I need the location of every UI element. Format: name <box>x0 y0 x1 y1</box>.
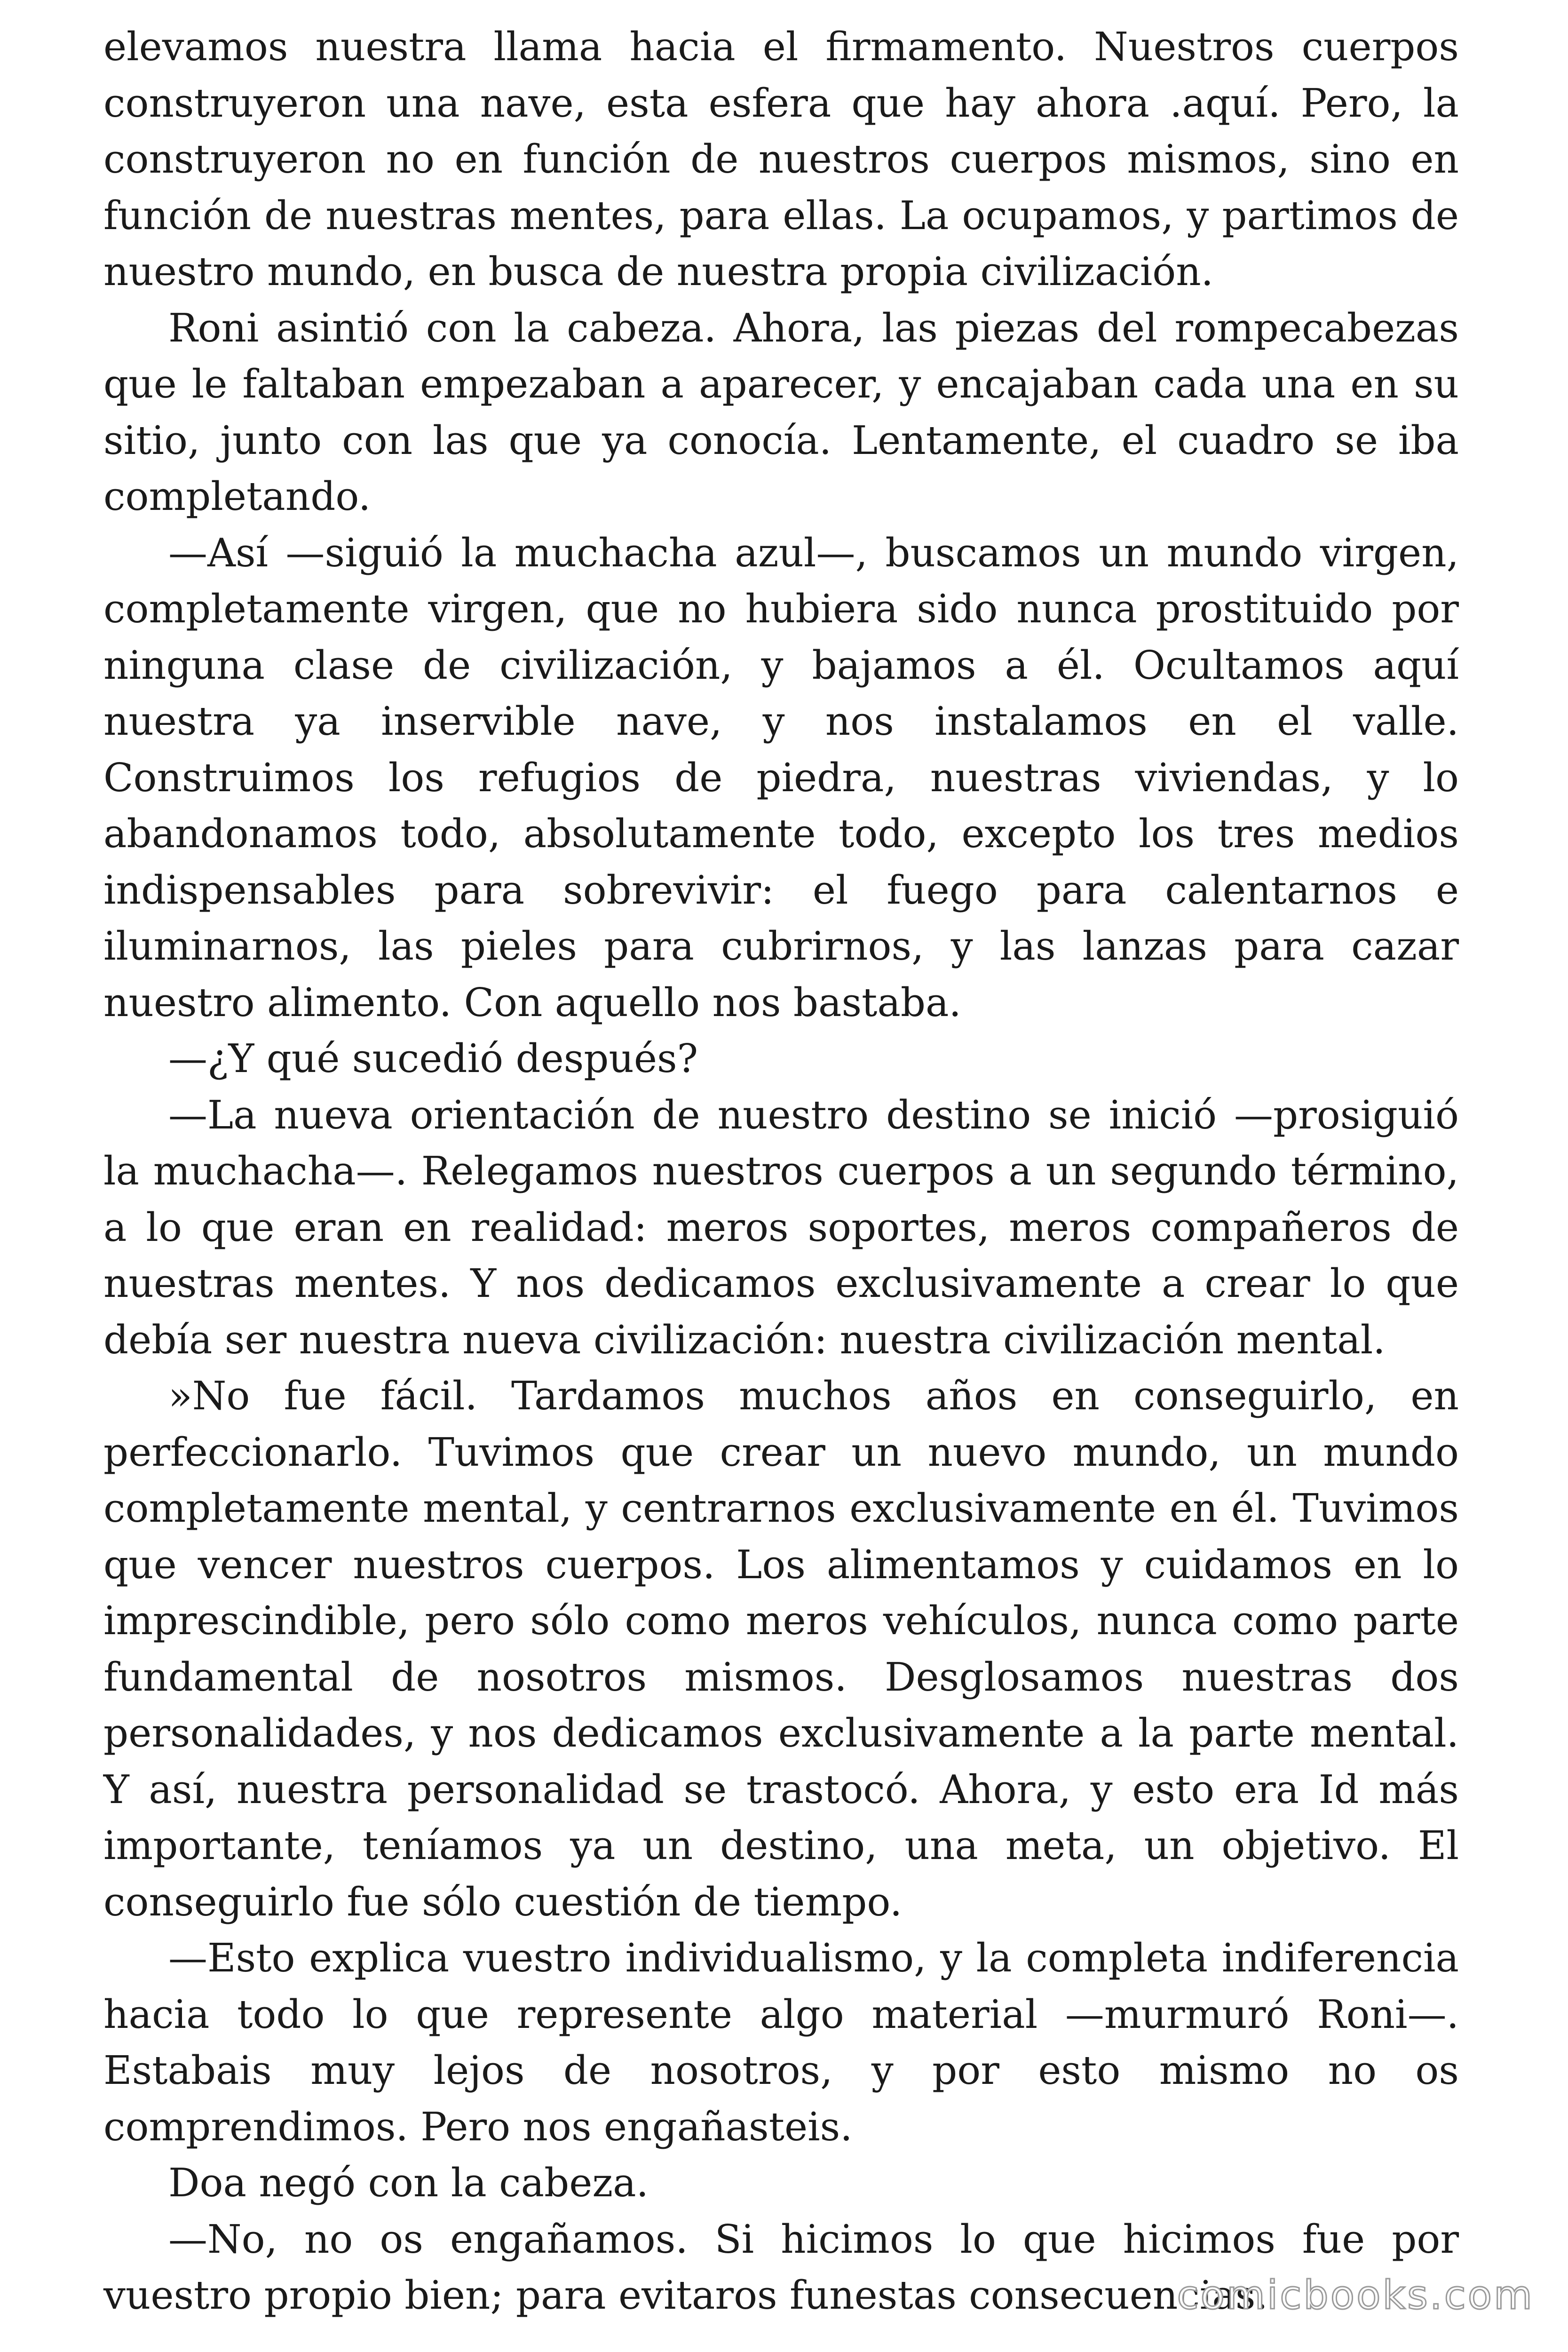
paragraph: »No fue fácil. Tardamos muchos años en conseguirlo, en perfeccionarlo. Tuvimos que crear un nuevo mundo, un mundo completamente mental, y centrarnos exclusivamente en él. Tuvimos que vencer nuestros cuerpos. Los alimentamos y cuidamos en lo imprescindible, pero sólo como meros vehículos, nunca como parte fundamental de nosotros mismos. Desglosamos nuestras dos personalidades, y nos dedicamos exclusivamente a la parte mental. Y así, nuestra personalidad se trastocó. Ahora, y esto era Id más importante, teníamos ya un destino, una meta, un objetivo. El conseguirlo fue sólo cuestión de tiempo. <box>103 1373 1459 1925</box>
paragraph: elevamos nuestra llama hacia el firmamento. Nuestros cuerpos construyeron una nave, esta esfera que hay ahora .aquí. Pero, la construyeron no en función de nuestros cuerpos mismos, sino en función de nuestras mentes, para ellas. La ocupamos, y partimos de nuestro mundo, en busca de nuestra propia civilización. <box>103 24 1459 294</box>
paragraph: Doa negó con la cabeza. <box>168 2160 649 2206</box>
paragraph: —La nueva orientación de nuestro destino se inició —prosiguió la muchacha—. Relegamos nuestros cuerpos a un segundo término, a lo que eran en realidad: meros soportes, meros compañeros de nuestras mentes. Y nos dedicamos exclusivamente a crear lo que debía ser nuestra nueva civilización: nuestra civilización mental. <box>103 1092 1459 1363</box>
paragraph: —Así —siguió la muchacha azul—, buscamos un mundo virgen, completamente virgen, que no hubiera sido nunca prostituido por ninguna clase de civilización, y bajamos a él. Ocultamos aquí nuestra ya inservible nave, y nos instalamos en el valle. Construimos los refugios de piedra, nuestras viviendas, y lo abandonamos todo, absolutamente todo, excepto los tres medios indispensables para sobrevivir: el fuego para calentarnos e iluminarnos, las pieles para cubrirnos, y las lanzas para cazar nuestro alimento. Con aquello nos bastaba. <box>103 530 1459 1025</box>
book-page-text <box>103 19 1459 2324</box>
paragraph: Roni asintió con la cabeza. Ahora, las piezas del rompecabezas que le faltaban empezaban a aparecer, y encajaban cada una en su sitio, junto con las que ya conocía. Lentamente, el cuadro se iba completando. <box>103 305 1459 519</box>
site-watermark: comicbooks.com <box>1177 2272 1534 2318</box>
paragraph: —¿Y qué sucedió después? <box>168 1036 698 1081</box>
paragraph: —No, no os engañamos. Si hicimos lo que hicimos fue por vuestro propio bien; para evitaros funestas consecuencias. <box>103 2216 1459 2318</box>
paragraph: —Esto explica vuestro individualismo, y la completa indiferencia hacia todo lo que represente algo material —murmuró Roni—. Estabais muy lejos de nosotros, y por esto mismo no os comprendimos. Pero nos engañasteis. <box>103 1935 1459 2150</box>
